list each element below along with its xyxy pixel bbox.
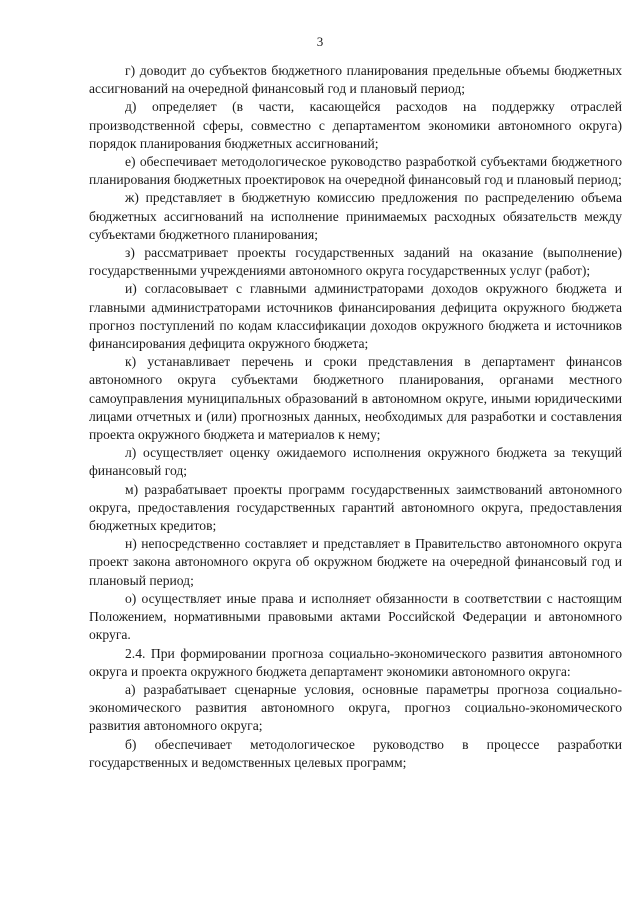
paragraph-item-e: е) обеспечивает методологическое руководство разработкой субъектами бюджетного планирования бюджетных проектировок на очередной финансовый год и плановый период; bbox=[89, 154, 622, 188]
paragraph-item-o: о) осуществляет иные права и исполняет обязанности в соответствии с настоящим Положением, нормативными правовыми актами Российской Федерации и автономного округа. bbox=[89, 590, 622, 643]
paragraph-item-b: б) обеспечивает методологическое руководство в процессе разработки государственных и ведомственных целевых программ; bbox=[89, 736, 622, 770]
paragraph-item-l: л) осуществляет оценку ожидаемого исполнения окружного бюджета за текущий финансовый год; bbox=[89, 445, 622, 479]
paragraph-item-zh: ж) представляет в бюджетную комиссию предложения по распределению объема бюджетных ассигнований на исполнение принимаемых расходных обязательств между субъектами бюджетного планирования; bbox=[89, 190, 622, 242]
paragraph-item-i: и) согласовывает с главными администраторами доходов окружного бюджета и главными администраторами источников финансирования дефицита окружного бюджета прогноз поступлений по кодам классификации доходов окружного бюджета и источников финансирования дефицита окружного бюджета; bbox=[89, 281, 622, 352]
paragraph-item-a: а) разрабатывает сценарные условия, основные параметры прогноза социально-экономического развития автономного округа, прогноз социально-экономического развития автономного округа; bbox=[89, 681, 622, 734]
section-2-4-intro: 2.4. При формировании прогноза социально-экономического развития автономного округа и проекта окружного бюджета департамент экономики автономного округа: bbox=[89, 645, 622, 679]
paragraph-item-n: н) непосредственно составляет и представляет в Правительство автономного округа проект закона автономного округа об окружном бюджете на очередной финансовый год и плановый период; bbox=[89, 536, 622, 588]
paragraph-item-k: к) устанавливает перечень и сроки представления в департамент финансов автономного округа субъектами бюджетного планирования, органами местного самоуправления муниципальных образований в автономном округе, иными юридическими лицами отчетных и (или) прогнозных данных, необходимых для разработки и составления проекта окружного бюджета и материалов к нему; bbox=[89, 354, 622, 443]
page-number: 3 bbox=[316, 34, 324, 49]
paragraph-item-z: з) рассматривает проекты государственных заданий на оказание (выполнение) государственными учреждениями автономного округа государственных услуг (работ); bbox=[89, 245, 622, 279]
document-body bbox=[89, 62, 622, 772]
paragraph-item-g: г) доводит до субъектов бюджетного планирования предельные объемы бюджетных ассигнований на очередной финансовый год и плановый период; bbox=[89, 63, 622, 97]
paragraph-item-m: м) разрабатывает проекты программ государственных заимствований автономного округа, предоставления государственных гарантий автономного округа, предоставления бюджетных кредитов; bbox=[89, 481, 622, 534]
paragraph-item-d: д) определяет (в части, касающейся расходов на поддержку отраслей производственной сферы, совместно с департаментом экономики автономного округа) порядок планирования бюджетных ассигнований; bbox=[89, 99, 622, 151]
